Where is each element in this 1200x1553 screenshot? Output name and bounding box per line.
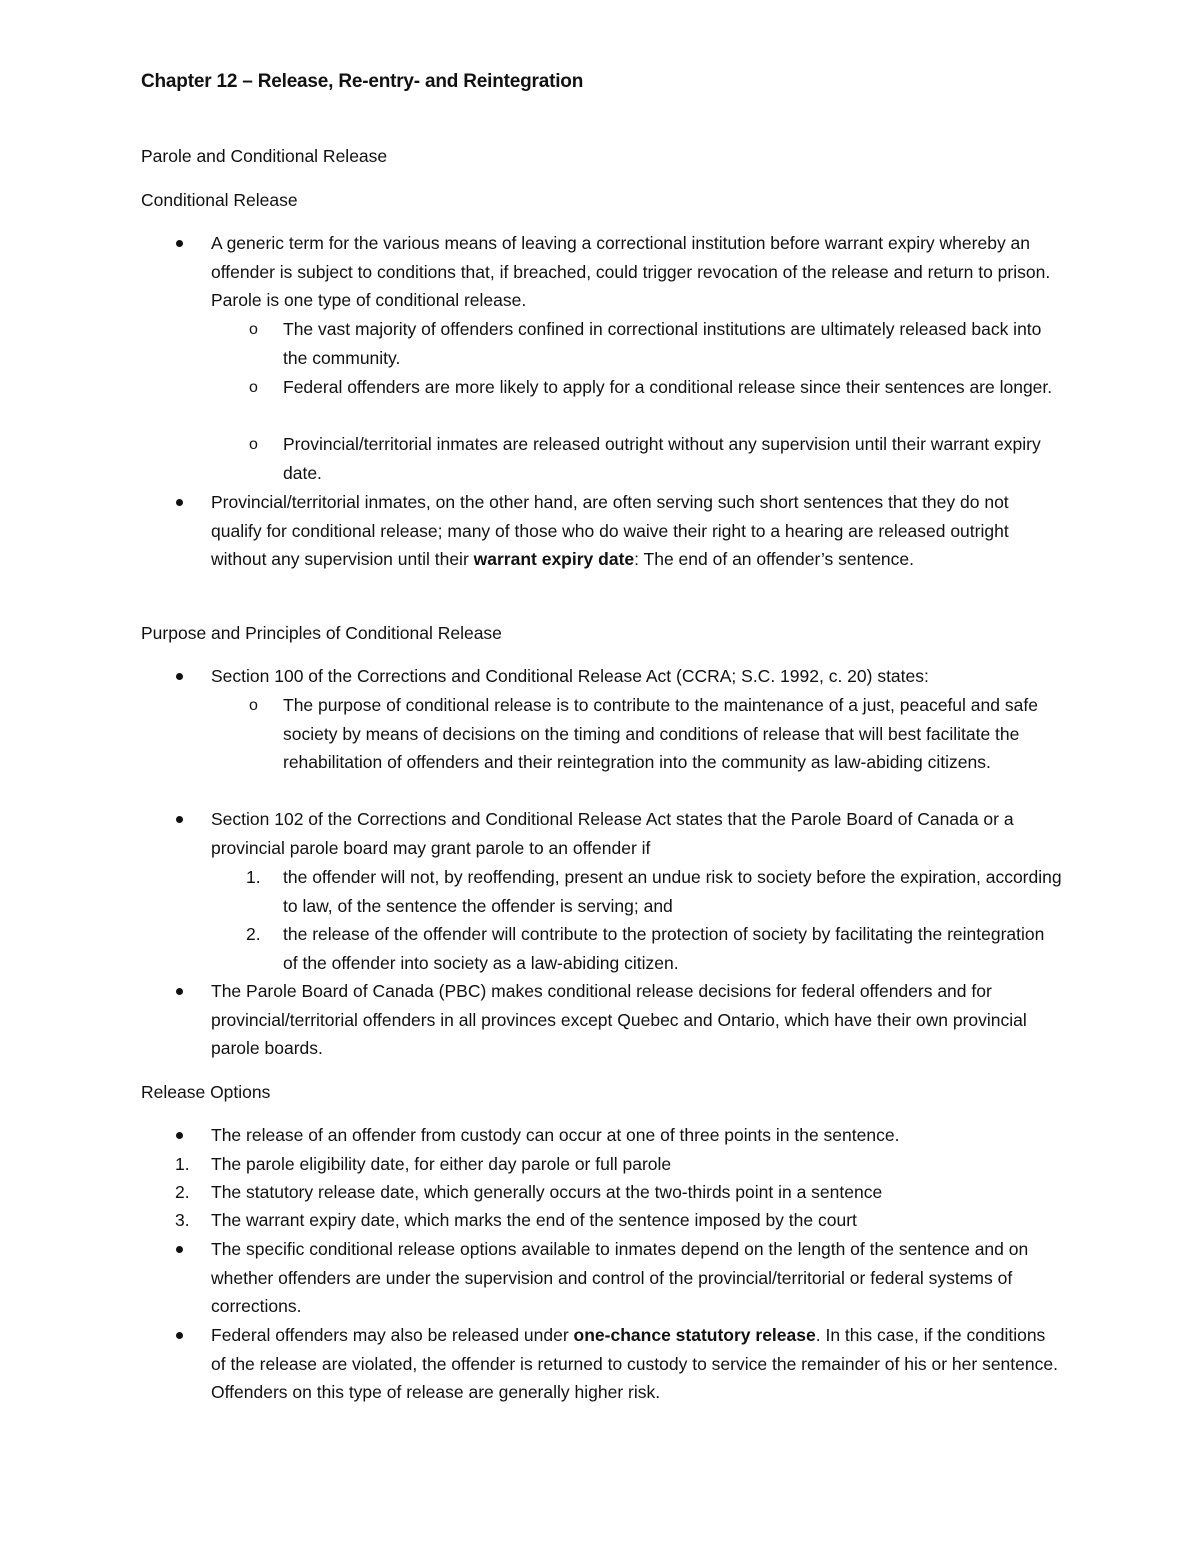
number-marker: 2.	[175, 1182, 190, 1202]
sub-bullet-marker: o	[249, 321, 258, 338]
list-item: The Parole Board of Canada (PBC) makes conditional release decisions for federal offenders and for provincial/territorial offenders in all provinces except Quebec and Ontario, which have their own provincial parole boards.	[211, 981, 1027, 1059]
bullet-marker	[176, 816, 183, 823]
sub-list-item: Provincial/territorial inmates are released outright without any supervision until their warrant expiry date.	[283, 434, 1041, 483]
bullet-marker	[176, 240, 183, 247]
heading-conditional-release: Conditional Release	[141, 190, 298, 210]
bullet-marker	[176, 1132, 183, 1139]
number-marker: 1.	[246, 867, 261, 887]
list-item	[211, 488, 1061, 574]
bullet-marker	[176, 499, 183, 506]
numbered-item: The parole eligibility date, for either day parole or full parole	[211, 1154, 672, 1174]
list-item: The release of an offender from custody can occur at one of three points in the sentence.	[211, 1125, 900, 1145]
list-item: The specific conditional release options available to inmates depend on the length of the sentence and on whether offenders are under the supervision and control of the provincial/territorial or federal systems of corrections.	[211, 1239, 1029, 1317]
sub-list-item: The vast majority of offenders confined in correctional institutions are ultimately released back into the community.	[283, 319, 1042, 368]
sub-list-item: Federal offenders are more likely to apply for a conditional release since their sentences are longer.	[283, 377, 1053, 397]
bullet-marker	[176, 673, 183, 680]
sub-bullet-marker: o	[249, 436, 258, 453]
numbered-item: The statutory release date, which generally occurs at the two-thirds point in a sentence	[211, 1182, 883, 1202]
list-item	[211, 1321, 1061, 1407]
item-text: Federal offenders may also be released under	[211, 1325, 574, 1345]
bullet-marker	[176, 1246, 183, 1253]
heading-parole: Parole and Conditional Release	[141, 146, 388, 166]
document-title: Chapter 12 – Release, Re-entry- and Reintegration	[141, 71, 584, 92]
sub-list-item: The purpose of conditional release is to contribute to the maintenance of a just, peaceful and safe society by means of decisions on the timing and conditions of release that will best facilitate the rehabilitation of offenders and their reintegration into the community as law-abiding citizens.	[283, 695, 1038, 773]
item-text: Provincial/territorial inmates, on the other hand, are often serving such short sentences that they do not qualify for conditional release; many of those who do waive their right to a hearing are released outright without any supervision until their	[211, 492, 1009, 570]
numbered-item: the offender will not, by reoffending, present an undue risk to society before the expiration, according to law, of the sentence the offender is serving; and	[283, 867, 1062, 916]
numbered-item: The warrant expiry date, which marks the end of the sentence imposed by the court	[211, 1210, 857, 1230]
bullet-marker	[176, 1332, 183, 1339]
bullet-marker	[176, 988, 183, 995]
key-term: one-chance statutory release	[573, 1325, 816, 1345]
heading-release-options: Release Options	[141, 1082, 271, 1102]
item-text: . In this case, if the conditions of the release are violated, the offender is returned to custody to service the remainder of his or her sentence. Offenders on this type of release are generally higher risk.	[211, 1325, 1058, 1403]
list-item: A generic term for the various means of leaving a correctional institution before warrant expiry whereby an offender is subject to conditions that, if breached, could trigger revocation of the release and return to prison. Parole is one type of conditional release.	[211, 233, 1051, 311]
number-marker: 1.	[175, 1154, 190, 1174]
sub-bullet-marker: o	[249, 379, 258, 396]
number-marker: 2.	[246, 924, 261, 944]
number-marker: 3.	[175, 1210, 190, 1230]
key-term: warrant expiry date	[473, 549, 635, 570]
list-item: Section 100 of the Corrections and Conditional Release Act (CCRA; S.C. 1992, c. 20) states:	[211, 666, 929, 686]
numbered-item: the release of the offender will contribute to the protection of society by facilitating the reintegration of the offender into society as a law-abiding citizen.	[283, 924, 1045, 973]
heading-purpose: Purpose and Principles of Conditional Release	[141, 623, 502, 643]
list-item: Section 102 of the Corrections and Conditional Release Act states that the Parole Board of Canada or a provincial parole board may grant parole to an offender if	[211, 809, 1014, 858]
sub-bullet-marker: o	[249, 697, 258, 714]
item-text: : The end of an offender’s sentence.	[634, 549, 915, 570]
